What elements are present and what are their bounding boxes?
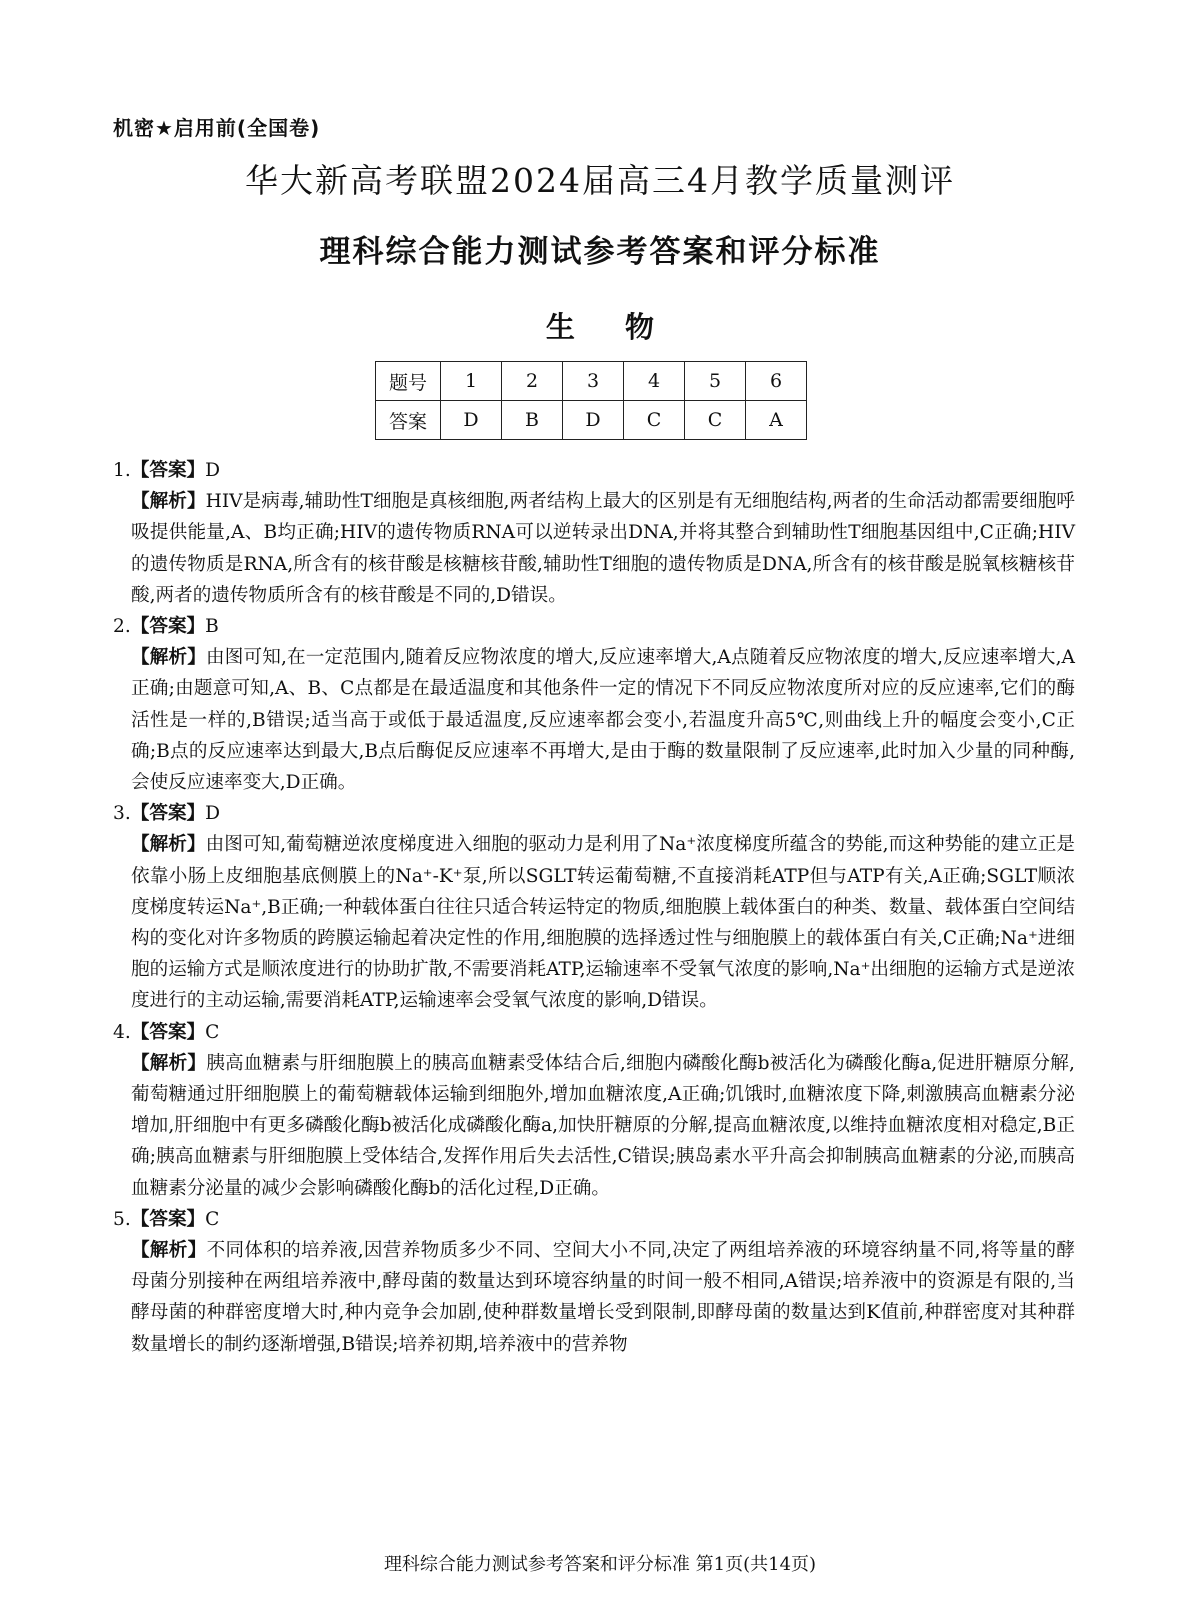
row-label-number: 题号 bbox=[376, 362, 441, 401]
answer-cell: B bbox=[502, 401, 563, 440]
question-number-cell: 5 bbox=[685, 362, 746, 401]
solution-item bbox=[113, 798, 1075, 1016]
solutions-body bbox=[113, 455, 1075, 1360]
item-number: 5. bbox=[113, 1208, 131, 1230]
subject-char: 生 bbox=[545, 310, 575, 344]
page-footer: 理科综合能力测试参考答案和评分标准 第1页(共14页) bbox=[383, 1554, 817, 1575]
explanation-paragraph bbox=[113, 829, 1075, 1016]
confidential-label: 机密★启用前(全国卷) bbox=[113, 116, 321, 140]
question-number-cell: 3 bbox=[563, 362, 624, 401]
explanation-text: 由图可知,葡萄糖逆浓度梯度进入细胞的驱动力是利用了Na⁺浓度梯度所蕴含的势能,而这种势能的建立正是依靠小肠上皮细胞基底侧膜上的Na⁺-K⁺泵,所以SGLT转运葡萄糖,不直接消耗ATP但与ATP有关,A正确;SGLT顺浓度梯度转运Na⁺,B正确;一种载体蛋白往往只适合转运特定的物质,细胞膜上载体蛋白的种类、数量、载体蛋白空间结构的变化对许多物质的跨膜运输起着决定性的作用,细胞膜的选择透过性与细胞膜上的载体蛋白有关,C正确;Na⁺进细胞的运输方式是顺浓度进行的协助扩散,不需要消耗ATP,运输速率不受氧气浓度的影响,Na⁺出细胞的运输方式是逆浓度进行的主动运输,需要消耗ATP,运输速率会受氧气浓度的影响,D错误。 bbox=[131, 834, 1075, 1012]
answer-cell: D bbox=[563, 401, 624, 440]
item-number: 1. bbox=[113, 460, 131, 481]
answer-value: D bbox=[205, 803, 221, 825]
explanation-text: 由图可知,在一定范围内,随着反应物浓度的增大,反应速率增大,A点随着反应物浓度的增大,反应速率增大,A正确;由题意可知,A、B、C点都是在最适温度和其他条件一定的情况下不同反应物浓度所对应的反应速率,它们的酶活性是一样的,B错误;适当高于或低于最适温度,反应速率都会变小,若温度升高5℃,则曲线上升的幅度会变小,C正确;B点的反应速率达到最大,B点后酶促反应速率不再增大,是由于酶的数量限制了反应速率,此时加入少量的同种酶,会使反应速率变大,D正确。 bbox=[131, 647, 1075, 794]
answer-tag: 【答案】 bbox=[130, 460, 206, 481]
explanation-text: 胰高血糖素与肝细胞膜上的胰高血糖素受体结合后,细胞内磷酸化酶b被活化为磷酸化酶a,促进肝糖原分解,葡萄糖通过肝细胞膜上的葡萄糖载体运输到细胞外,增加血糖浓度,A正确;饥饿时,血糖浓度下降,刺激胰高血糖素分泌增加,肝细胞中有更多磷酸化酶b被活化成磷酸化酶a,加快肝糖原的分解,提高血糖浓度,以维持血糖浓度相对稳定,B正确;胰高血糖素与肝细胞膜上受体结合,发挥作用后失去活性,C错误;胰岛素水平升高会抑制胰高血糖素的分泌,而胰高血糖素分泌量的减少会影响磷酸化酶b的活化过程,D正确。 bbox=[131, 1052, 1075, 1199]
solution-item bbox=[113, 611, 1075, 798]
explanation-paragraph bbox=[113, 1235, 1075, 1360]
explanation-tag: 【解析】 bbox=[131, 1240, 207, 1262]
exam-subtitle: 理科综合能力测试参考答案和评分标准 bbox=[319, 234, 881, 270]
explanation-tag: 【解析】 bbox=[131, 647, 206, 669]
question-number-cell: 6 bbox=[746, 362, 807, 401]
answer-line bbox=[113, 1017, 1075, 1048]
item-number: 4. bbox=[113, 1021, 131, 1043]
answer-tag: 【答案】 bbox=[130, 1208, 206, 1230]
subject-heading bbox=[0, 305, 1200, 346]
explanation-text: 不同体积的培养液,因营养物质多少不同、空间大小不同,决定了两组培养液的环境容纳量不同,将等量的酵母菌分别接种在两组培养液中,酵母菌的数量达到环境容纳量的时间一般不相同,A错误;培养液中的资源是有限的,当酵母菌的种群密度增大时,种内竞争会加剧,使种群数量增长受到限制,即酵母菌的数量达到K值前,种群密度对其种群数量增长的制约逐渐增强,B错误;培养初期,培养液中的营养物 bbox=[131, 1240, 1075, 1355]
answer-line bbox=[113, 798, 1075, 829]
subject-char: 物 bbox=[625, 310, 655, 344]
answer-value: C bbox=[205, 1208, 220, 1230]
answer-cell: C bbox=[685, 401, 746, 440]
explanation-tag: 【解析】 bbox=[131, 1052, 207, 1074]
item-number: 3. bbox=[113, 803, 131, 825]
solution-item bbox=[113, 1204, 1075, 1360]
answer-table bbox=[375, 361, 807, 440]
explanation-paragraph bbox=[113, 486, 1075, 611]
question-number-cell: 4 bbox=[624, 362, 685, 401]
answer-line bbox=[113, 611, 1075, 642]
question-number-cell: 2 bbox=[502, 362, 563, 401]
answer-value: B bbox=[205, 616, 219, 638]
answer-table-row-numbers bbox=[376, 362, 807, 401]
answer-value: D bbox=[205, 460, 221, 481]
question-number-cell: 1 bbox=[441, 362, 502, 401]
solution-item bbox=[113, 455, 1075, 611]
explanation-paragraph bbox=[113, 1048, 1075, 1204]
answer-table-row-answers bbox=[376, 401, 807, 440]
item-number: 2. bbox=[113, 616, 131, 638]
answer-tag: 【答案】 bbox=[130, 616, 206, 638]
answer-line bbox=[113, 455, 1075, 486]
explanation-tag: 【解析】 bbox=[131, 834, 206, 856]
explanation-tag: 【解析】 bbox=[131, 491, 206, 513]
explanation-text: HIV是病毒,辅助性T细胞是真核细胞,两者结构上最大的区别是有无细胞结构,两者的生命活动都需要细胞呼吸提供能量,A、B均正确;HIV的遗传物质RNA可以逆转录出DNA,并将其整合到辅助性T细胞基因组中,C正确;HIV的遗传物质是RNA,所含有的核苷酸是核糖核苷酸,辅助性T细胞的遗传物质是DNA,所含有的核苷酸是脱氧核糖核苷酸,两者的遗传物质所含有的核苷酸是不同的,D错误。 bbox=[131, 491, 1075, 606]
answer-tag: 【答案】 bbox=[130, 803, 206, 825]
answer-value: C bbox=[205, 1021, 220, 1043]
answer-tag: 【答案】 bbox=[130, 1021, 206, 1043]
solution-item bbox=[113, 1017, 1075, 1204]
answer-cell: D bbox=[441, 401, 502, 440]
answer-cell: C bbox=[624, 401, 685, 440]
answer-cell: A bbox=[746, 401, 807, 440]
answer-line bbox=[113, 1204, 1075, 1235]
exam-title: 华大新高考联盟2024届高三4月教学质量测评 bbox=[245, 161, 955, 200]
row-label-answer: 答案 bbox=[376, 401, 441, 440]
explanation-paragraph bbox=[113, 642, 1075, 798]
